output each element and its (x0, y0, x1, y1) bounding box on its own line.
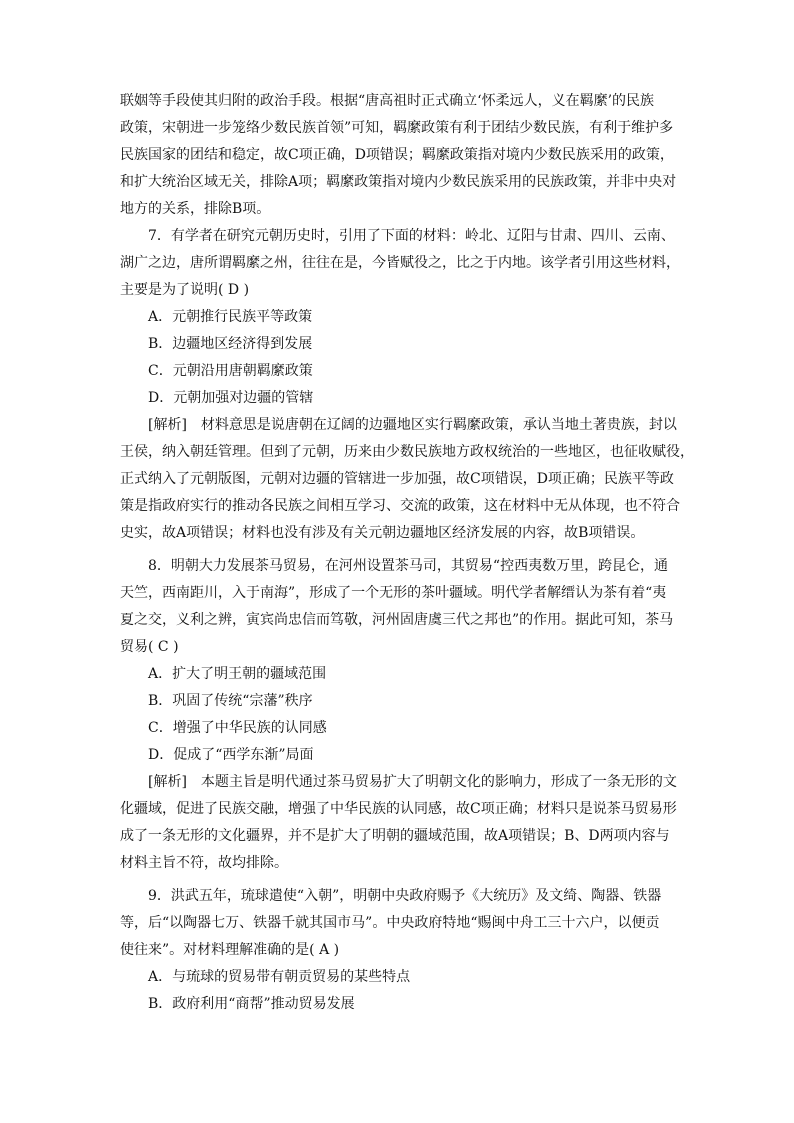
text-line: 王侯，纳入朝廷管理。但到了元朝，历来由少数民族地方政权统治的一些地区，也征收赋役， (120, 444, 694, 460)
text-line: 夏之交，义利之辨，寅宾尚忠信而笃敬，河州固唐虞三代之邦也”的作用。据此可知，茶马 (120, 612, 674, 628)
text-line: 使往来”。对材料理解准确的是( A ) (120, 942, 340, 958)
text-line: 湖广之边，唐所谓羁縻之州，往往在是，今皆赋役之，比之于内地。该学者引用这些材料， (120, 255, 680, 271)
text-line: D．元朝加强对边疆的管辖 (148, 390, 314, 406)
text-line: 主要是为了说明( D ) (120, 282, 250, 298)
text-line: D．促成了“西学东渐”局面 (148, 747, 314, 763)
text-line: A．元朝推行民族平等政策 (148, 309, 313, 325)
text-line: 7．有学者在研究元朝历史时，引用了下面的材料：岭北、辽阳与甘肃、四川、云南、 (148, 228, 675, 244)
text-line: 正式纳入了元朝版图，元朝对边疆的管辖进一步加强，故C项错误，D项正确；民族平等政 (120, 471, 674, 487)
text-line: 政策，宋朝进一步笼络少数民族首领”可知，羁縻政策有利于团结少数民族，有利于维护多 (120, 120, 674, 136)
text-line: C．增强了中华民族的认同感 (148, 720, 327, 736)
text-line: B．边疆地区经济得到发展 (148, 336, 313, 352)
text-line: 地方的关系，排除B项。 (120, 201, 271, 217)
text-line: A．与琉球的贸易带有朝贡贸易的某些特点 (148, 969, 411, 985)
text-line: 民族国家的团结和稳定，故C项正确，D项错误；羁縻政策指对境内少数民族采用的政策， (120, 147, 674, 163)
text-line: 史实，故A项错误；材料也没有涉及有关元朝边疆地区经济发展的内容，故B项错误。 (120, 525, 645, 541)
text-line: 联姻等手段使其归附的政治手段。根据“唐高祖时正式确立‘怀柔远人，义在羁縻’的民族 (120, 93, 655, 109)
text-line: 策是指政府实行的推动各民族之间相互学习、交流的政策，这在材料中无从体现，也不符合 (120, 498, 680, 514)
text-line: [解析] 材料意思是说唐朝在辽阔的边疆地区实行羁縻政策，承认当地土著贵族，封以 (148, 417, 677, 433)
text-line: 9．洪武五年，琉球遣使“入朝”，明朝中央政府赐予《大统历》及文绮、陶器、铁器 (148, 888, 662, 904)
text-line: [解析] 本题主旨是明代通过茶马贸易扩大了明朝文化的影响力，形成了一条无形的文 (148, 774, 677, 790)
text-line: 和扩大统治区域无关，排除A项；羁縻政策指对境内少数民族采用的民族政策，并非中央对 (120, 174, 677, 190)
text-line: 化疆域，促进了民族交融，增强了中华民族的认同感，故C项正确；材料只是说茶马贸易形 (120, 801, 677, 817)
text-line: 等，后“以陶器七万、铁器千就其国市马”。中央政府特地“赐闽中舟工三十六户，以便贡 (120, 915, 660, 931)
text-line: 天竺，西南距川，入于南海”，形成了一个无形的茶叶疆域。明代学者解缙认为茶有着“夷 (120, 585, 667, 601)
text-line: 材料主旨不符，故均排除。 (120, 855, 288, 871)
text-line: 8．明朝大力发展茶马贸易，在河州设置茶马司，其贸易“控西夷数万里，跨昆仑，通 (148, 558, 669, 574)
text-line: 贸易( C ) (120, 639, 179, 655)
text-line: A．扩大了明王朝的疆域范围 (148, 666, 327, 682)
text-line: B．巩固了传统“宗藩”秩序 (148, 693, 313, 709)
text-line: C．元朝沿用唐朝羁縻政策 (148, 363, 313, 379)
text-line: B．政府利用“商帮”推动贸易发展 (148, 996, 355, 1012)
text-line: 成了一条无形的文化疆界，并不是扩大了明朝的疆域范围，故A项错误；B、D两项内容与 (120, 828, 670, 844)
